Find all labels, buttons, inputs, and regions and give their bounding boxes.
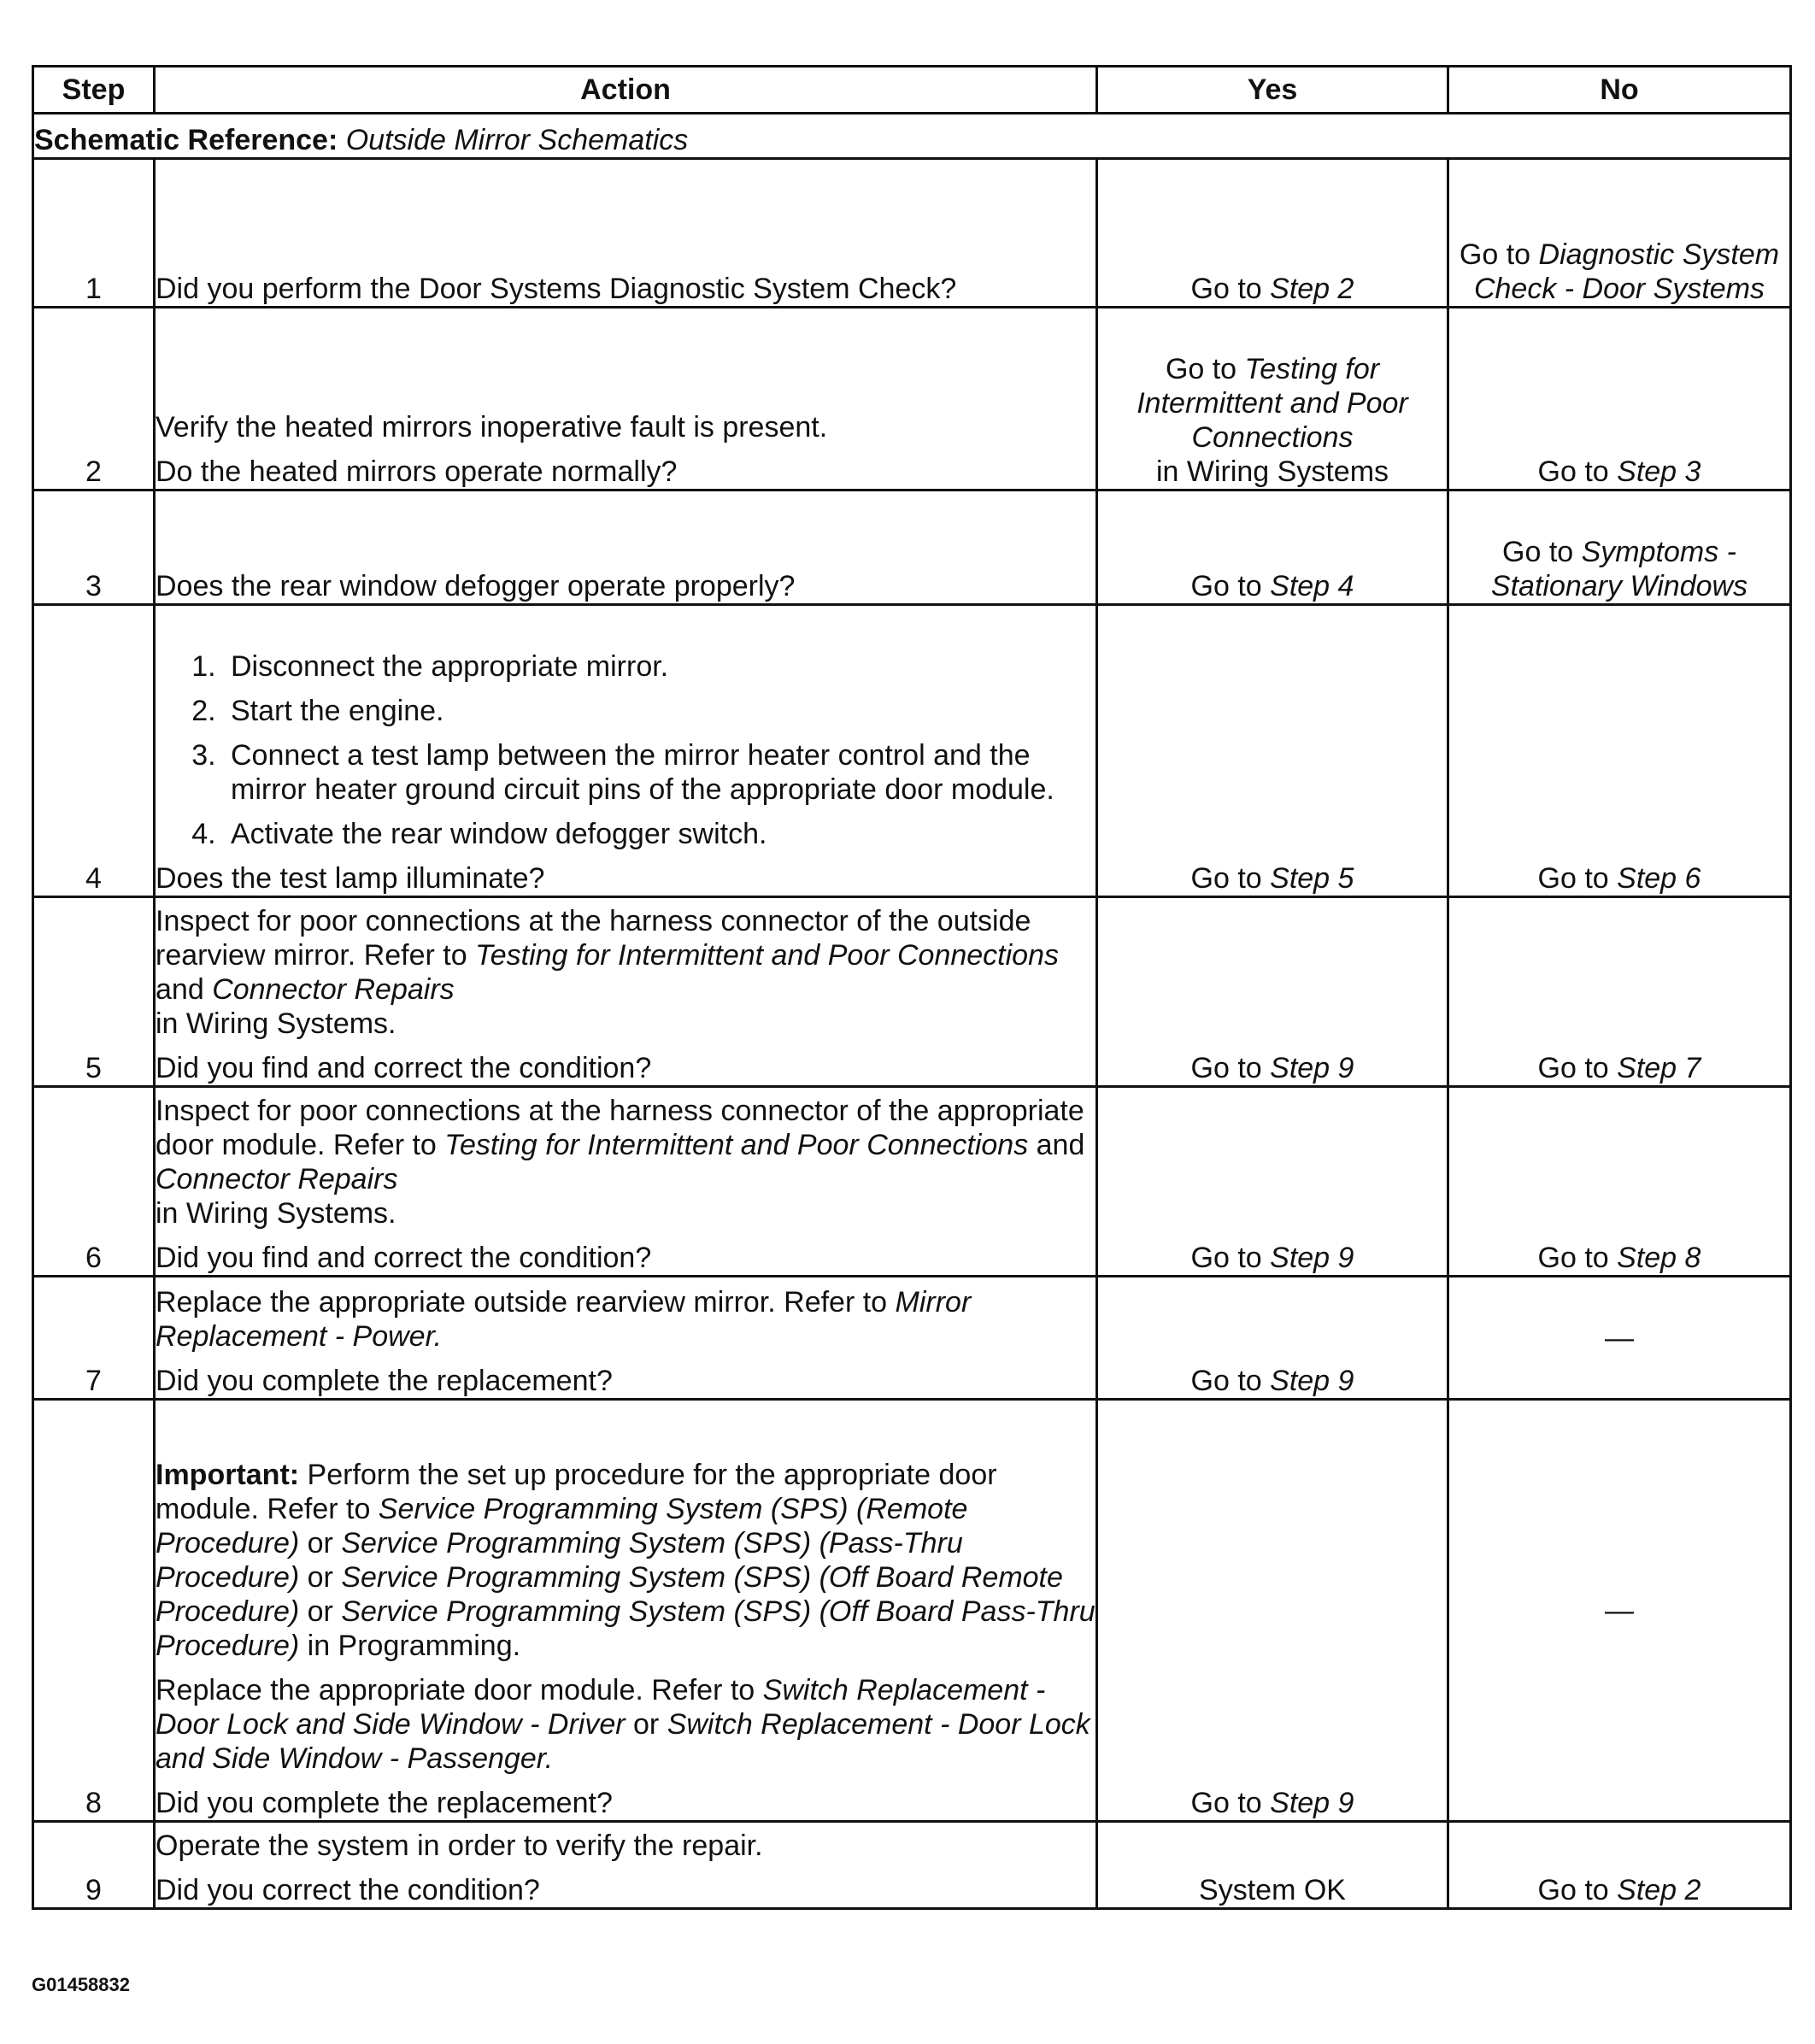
no-link[interactable]: Step 3 — [1617, 455, 1701, 488]
no-cell: — — [1448, 1277, 1791, 1400]
no-prefix: Go to — [1502, 536, 1582, 568]
note-text: or — [299, 1527, 342, 1559]
action-text-e: in Wiring Systems. — [156, 1007, 396, 1040]
schematic-label: Schematic Reference: — [34, 124, 338, 156]
ref-link[interactable]: Mirror Replacement - Power. — [156, 1286, 972, 1353]
schematic-reference — [33, 114, 1791, 159]
header-step: Step — [33, 67, 155, 114]
step-row-6 — [33, 1087, 1791, 1277]
no-link[interactable]: Step 2 — [1617, 1874, 1701, 1906]
yes-prefix: Go to — [1165, 353, 1245, 385]
action-cell — [155, 159, 1097, 308]
no-prefix: Go to — [1537, 1242, 1618, 1274]
step-number: 7 — [33, 1277, 155, 1400]
no-cell — [1448, 1087, 1791, 1277]
no-cell — [1448, 605, 1791, 897]
yes-link[interactable]: Step 2 — [1270, 273, 1354, 305]
yes-cell — [1097, 1087, 1448, 1277]
header-yes: Yes — [1097, 67, 1448, 114]
action-question: Did you correct the condition? — [156, 1874, 540, 1906]
yes-prefix: Go to — [1190, 1365, 1271, 1397]
no-prefix: Go to — [1537, 1052, 1618, 1084]
no-prefix: Go to — [1537, 862, 1618, 895]
no-link[interactable]: Step 6 — [1617, 862, 1701, 895]
ref-link[interactable]: Service Programming System (SPS) (Off Board Remote Procedure) — [156, 1561, 1063, 1628]
step-row-9 — [33, 1822, 1791, 1909]
note-text: in Programming. — [299, 1630, 521, 1662]
ref-link[interactable]: Testing for Intermittent and Poor Connections — [475, 939, 1059, 972]
no-prefix: Go to — [1459, 238, 1539, 271]
action-question: Do the heated mirrors operate normally? — [156, 455, 678, 488]
step-number: 2 — [33, 308, 155, 490]
step-number: 9 — [33, 1822, 155, 1909]
ref-link[interactable]: Connector Repairs — [212, 973, 455, 1006]
action-text-c: and — [1028, 1129, 1085, 1161]
action-cell — [155, 1400, 1097, 1822]
action-cell — [155, 605, 1097, 897]
action-question: Did you find and correct the condition? — [156, 1052, 652, 1084]
yes-prefix: Go to — [1190, 862, 1271, 895]
header-action: Action — [155, 67, 1097, 114]
no-cell — [1448, 897, 1791, 1087]
important-note — [156, 1458, 1095, 1663]
step-number: 8 — [33, 1400, 155, 1822]
step-number: 6 — [33, 1087, 155, 1277]
action-cell — [155, 1277, 1097, 1400]
action-question: Did you find and correct the condition? — [156, 1242, 652, 1274]
yes-cell — [1097, 1277, 1448, 1400]
action-text-a: Inspect for poor connections at the harness connector of the appropriate door module. Refer to — [156, 1095, 1084, 1161]
yes-link[interactable]: Testing for Intermittent and Poor Connections — [1137, 353, 1408, 454]
no-cell — [1448, 159, 1791, 308]
action-text: Verify the heated mirrors inoperative fault is present. — [156, 411, 828, 443]
action-question: Does the test lamp illuminate? — [156, 862, 545, 895]
yes-cell — [1097, 605, 1448, 897]
action-cell — [155, 490, 1097, 605]
step-number: 4 — [33, 605, 155, 897]
action-text-e: in Wiring Systems. — [156, 1197, 396, 1230]
ref-link[interactable]: Connector Repairs — [156, 1163, 398, 1195]
action-text — [156, 904, 1095, 1041]
action-cell — [155, 1822, 1097, 1909]
figure-id: G01458832 — [32, 1974, 130, 1995]
step-row-8 — [33, 1400, 1791, 1822]
no-link[interactable]: Symptoms - Stationary Windows — [1490, 536, 1748, 602]
schematic-link[interactable]: Outside Mirror Schematics — [345, 124, 689, 156]
yes-link[interactable]: Step 9 — [1270, 1365, 1354, 1397]
yes-link[interactable]: Step 9 — [1270, 1787, 1354, 1819]
replace-text: Replace the appropriate door module. Refer to — [156, 1674, 763, 1706]
list-item: 3. Connect a test lamp between the mirror heater control and the mirror heater ground circuit pins of the appropriate door module. — [224, 738, 1095, 807]
step-row-2 — [33, 308, 1791, 490]
no-prefix: Go to — [1537, 455, 1618, 488]
step-number: 3 — [33, 490, 155, 605]
no-cell — [1448, 1822, 1791, 1909]
action-text-c: and — [156, 973, 213, 1006]
step-row-1 — [33, 159, 1791, 308]
yes-link[interactable]: Step 5 — [1270, 862, 1354, 895]
action-cell — [155, 308, 1097, 490]
yes-suffix: in Wiring Systems — [1155, 455, 1389, 488]
yes-link[interactable]: Step 4 — [1270, 570, 1354, 602]
important-label: Important: — [156, 1459, 300, 1491]
yes-cell — [1097, 308, 1448, 490]
yes-prefix: Go to — [1190, 570, 1271, 602]
yes-prefix: Go to — [1190, 273, 1271, 305]
no-cell: — — [1448, 1400, 1791, 1822]
action-cell — [155, 897, 1097, 1087]
ref-link[interactable]: Testing for Intermittent and Poor Connections — [444, 1129, 1029, 1161]
list-item: 1. Disconnect the appropriate mirror. — [224, 649, 1095, 684]
no-link[interactable]: Step 8 — [1617, 1242, 1701, 1274]
step-row-3 — [33, 490, 1791, 605]
yes-prefix: Go to — [1190, 1787, 1271, 1819]
note-text: or — [299, 1561, 342, 1594]
list-item: 2. Start the engine. — [224, 694, 1095, 728]
no-link[interactable]: Step 7 — [1617, 1052, 1701, 1084]
action-question: Did you complete the replacement? — [156, 1365, 613, 1397]
replace-instruction — [156, 1673, 1095, 1776]
no-link[interactable]: Diagnostic System Check - Door Systems — [1473, 238, 1780, 305]
action-text-a: Replace the appropriate outside rearview mirror. Refer to — [156, 1286, 896, 1319]
yes-cell: System OK — [1097, 1822, 1448, 1909]
no-cell — [1448, 490, 1791, 605]
action-text: Did you perform the Door Systems Diagnostic System Check? — [156, 273, 957, 305]
yes-cell — [1097, 159, 1448, 308]
yes-link[interactable]: Step 9 — [1270, 1052, 1354, 1084]
yes-cell — [1097, 1400, 1448, 1822]
ref-link[interactable]: Switch Replacement - Door Lock and Side Window - Passenger. — [156, 1708, 1090, 1775]
action-text — [156, 1094, 1095, 1231]
no-prefix: Go to — [1537, 1874, 1618, 1906]
action-text — [156, 1285, 1095, 1354]
action-cell — [155, 1087, 1097, 1277]
step-row-5 — [33, 897, 1791, 1087]
action-question: Did you complete the replacement? — [156, 1787, 613, 1819]
yes-cell — [1097, 897, 1448, 1087]
schematic-row — [33, 114, 1791, 159]
no-cell — [1448, 308, 1791, 490]
header-no: No — [1448, 67, 1791, 114]
step-row-7 — [33, 1277, 1791, 1400]
ref-link[interactable]: Switch Replacement - Door Lock and Side Window - Driver — [156, 1674, 1046, 1741]
note-text: Perform the set up procedure for the appropriate door module. Refer to — [156, 1459, 997, 1525]
yes-prefix: Go to — [1190, 1242, 1271, 1274]
yes-cell — [1097, 490, 1448, 605]
step-number: 1 — [33, 159, 155, 308]
ref-link[interactable]: Service Programming System (SPS) (Off Board Pass-Thru Procedure) — [156, 1595, 1095, 1662]
step-row-4 — [33, 605, 1791, 897]
procedure-list — [156, 649, 1095, 851]
action-text: Operate the system in order to verify the repair. — [156, 1830, 763, 1862]
list-item: 4. Activate the rear window defogger switch. — [224, 817, 1095, 851]
ref-link[interactable]: Service Programming System (SPS) (Pass-Thru Procedure) — [156, 1527, 963, 1594]
diagnostic-table — [32, 65, 1792, 1910]
yes-link[interactable]: Step 9 — [1270, 1242, 1354, 1274]
ref-link[interactable]: Service Programming System (SPS) (Remote Procedure) — [156, 1493, 968, 1559]
header-row — [33, 67, 1791, 114]
yes-prefix: Go to — [1190, 1052, 1271, 1084]
step-number: 5 — [33, 897, 155, 1087]
action-question: Does the rear window defogger operate properly? — [156, 570, 796, 602]
note-text: or — [299, 1595, 342, 1628]
action-text-a: Inspect for poor connections at the harness connector of the outside rearview mirror. Refer to — [156, 905, 1031, 972]
replace-text: or — [625, 1708, 667, 1741]
